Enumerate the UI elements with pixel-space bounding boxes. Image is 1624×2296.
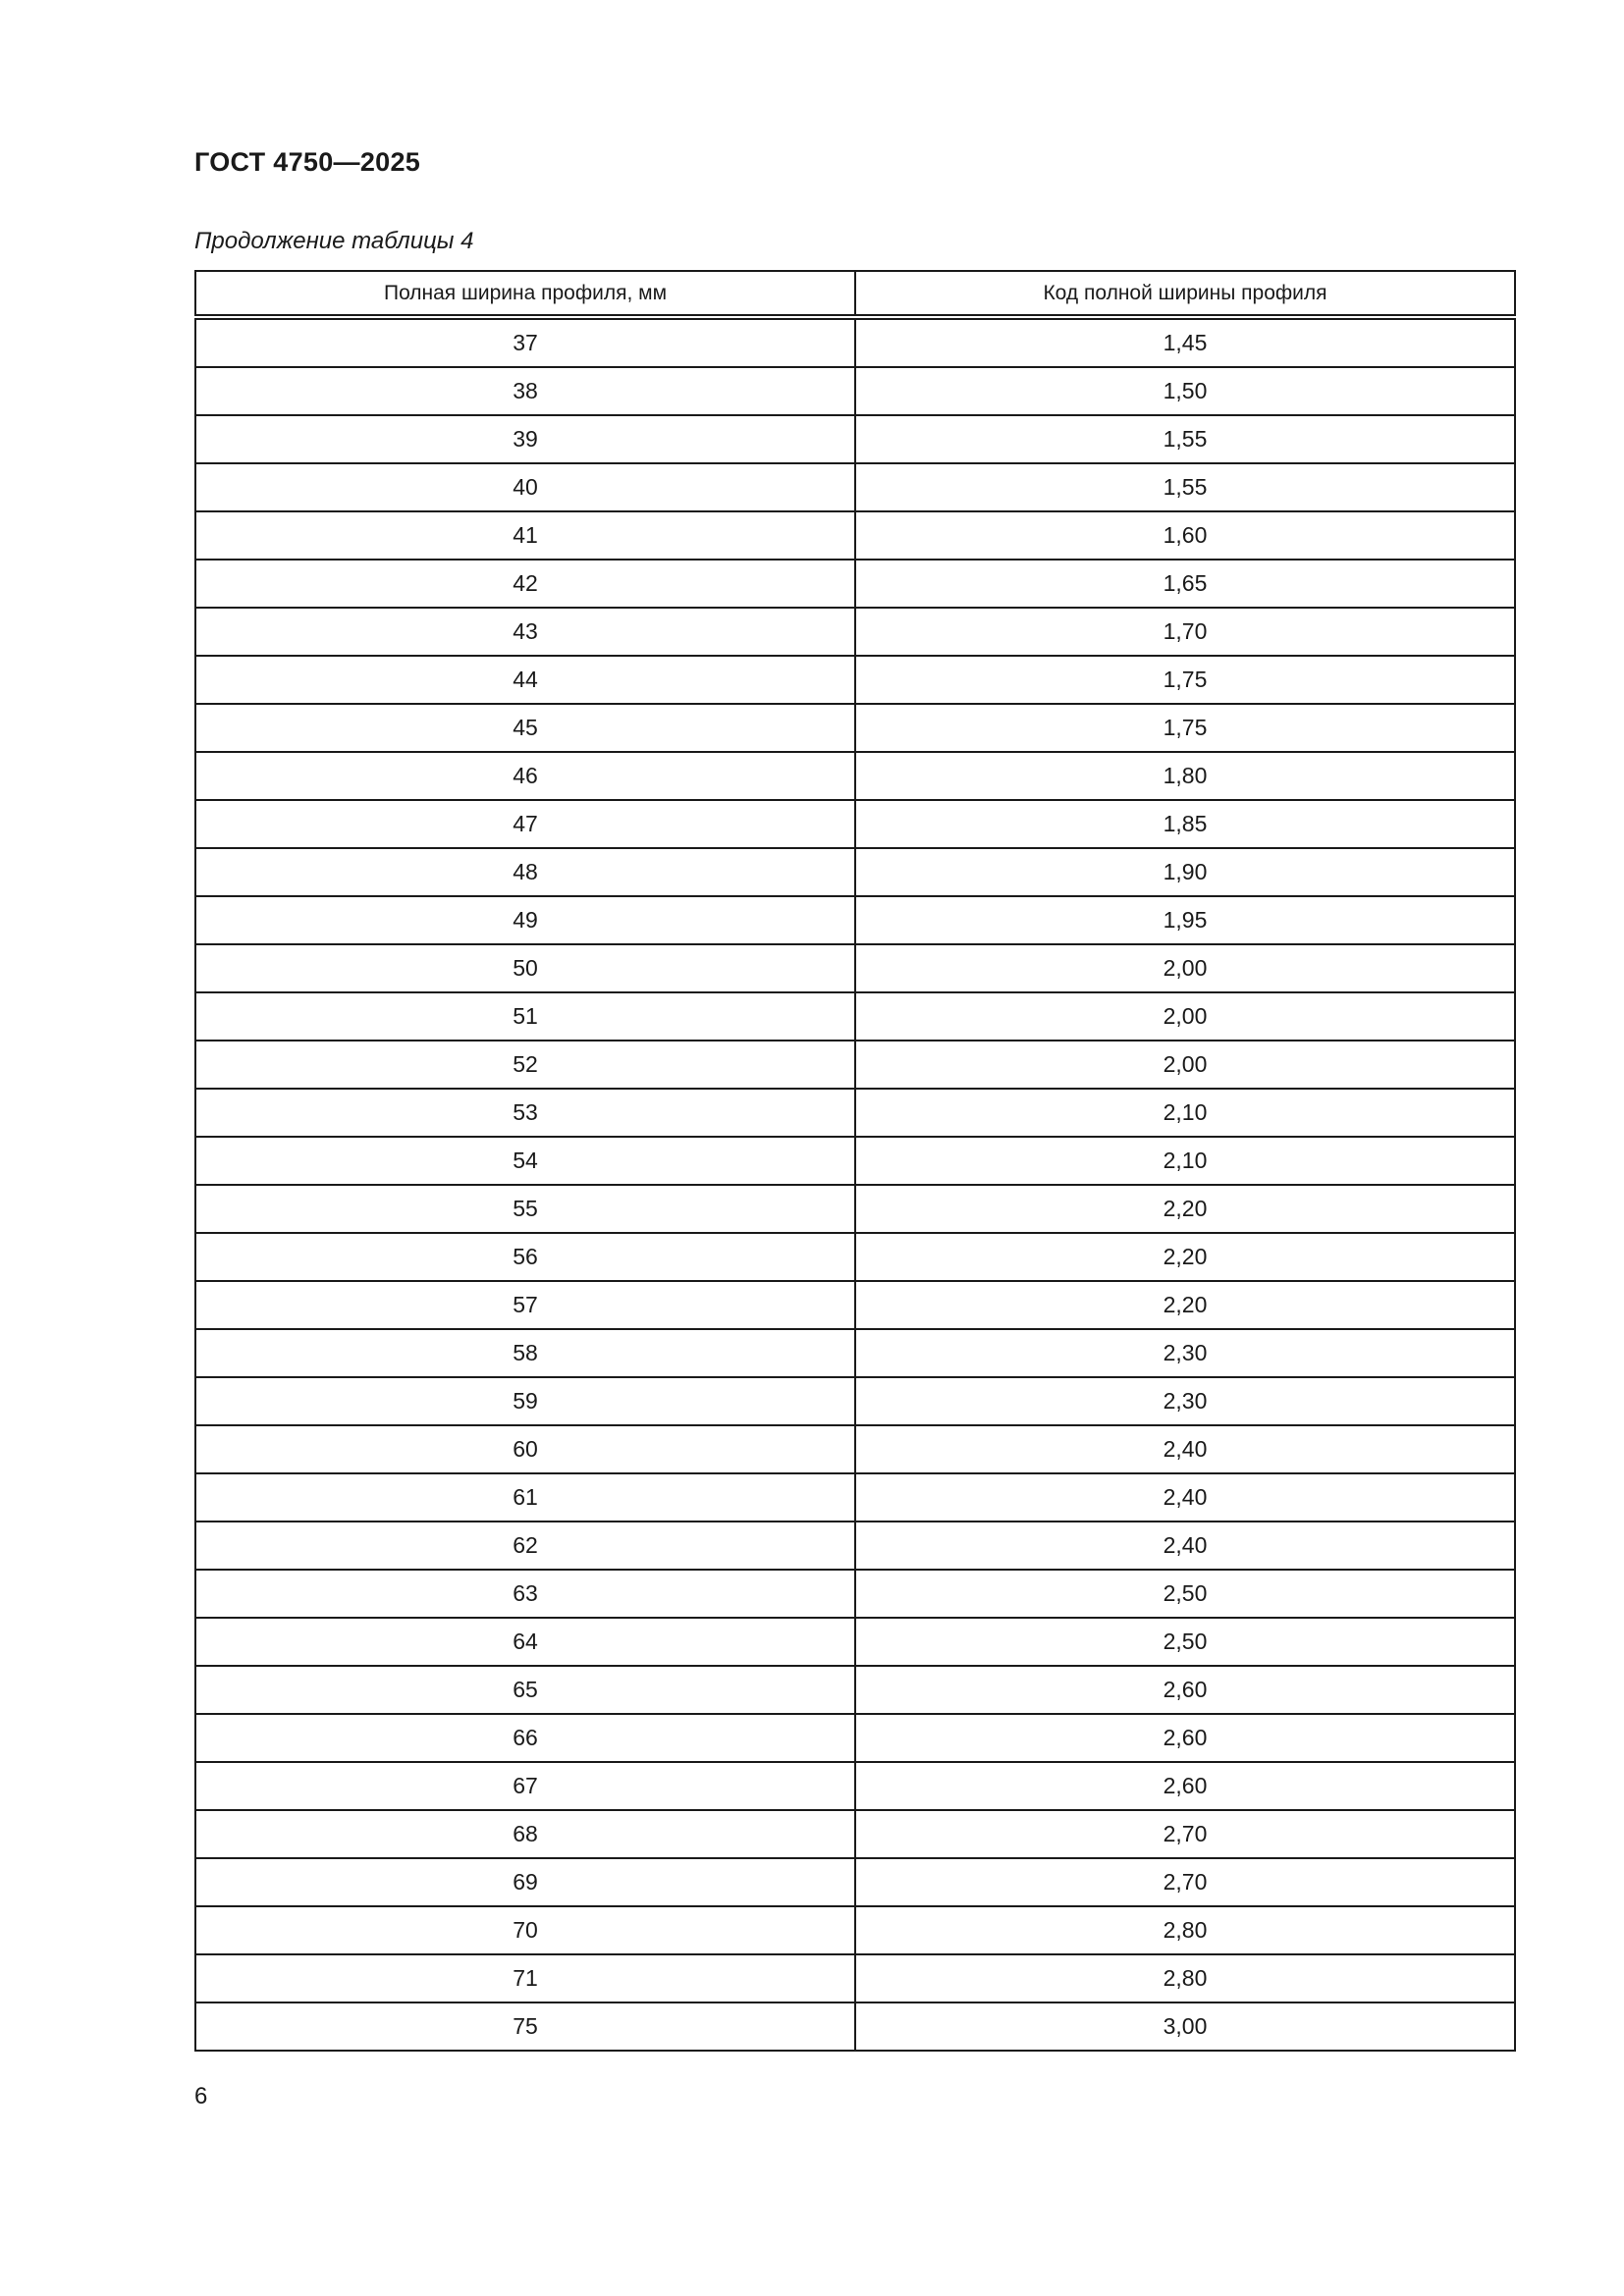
cell-width-code: 1,95 (855, 896, 1515, 944)
table-body (195, 317, 1515, 2051)
cell-profile-width: 42 (195, 560, 855, 608)
cell-width-code: 2,20 (855, 1233, 1515, 1281)
cell-profile-width: 49 (195, 896, 855, 944)
cell-width-code: 2,60 (855, 1666, 1515, 1714)
cell-width-code: 3,00 (855, 2002, 1515, 2051)
table-row (195, 1522, 1515, 1570)
cell-profile-width: 67 (195, 1762, 855, 1810)
column-header-width: Полная ширина профиля, мм (195, 271, 855, 317)
cell-width-code: 2,80 (855, 1954, 1515, 2002)
cell-profile-width: 57 (195, 1281, 855, 1329)
cell-width-code: 1,50 (855, 367, 1515, 415)
cell-width-code: 2,40 (855, 1522, 1515, 1570)
cell-width-code: 2,30 (855, 1377, 1515, 1425)
cell-width-code: 2,00 (855, 944, 1515, 992)
table-row (195, 1954, 1515, 2002)
cell-width-code: 2,30 (855, 1329, 1515, 1377)
table-row (195, 1041, 1515, 1089)
table-row (195, 511, 1515, 560)
cell-profile-width: 70 (195, 1906, 855, 1954)
table-row (195, 752, 1515, 800)
cell-width-code: 2,40 (855, 1473, 1515, 1522)
table-row (195, 848, 1515, 896)
cell-profile-width: 44 (195, 656, 855, 704)
table-row (195, 1762, 1515, 1810)
document-header: ГОСТ 4750—2025 (194, 147, 421, 177)
cell-profile-width: 43 (195, 608, 855, 656)
cell-profile-width: 45 (195, 704, 855, 752)
cell-width-code: 1,65 (855, 560, 1515, 608)
table-row (195, 1906, 1515, 1954)
cell-profile-width: 54 (195, 1137, 855, 1185)
cell-width-code: 1,70 (855, 608, 1515, 656)
table-row (195, 1233, 1515, 1281)
cell-profile-width: 38 (195, 367, 855, 415)
column-header-code: Код полной ширины профиля (855, 271, 1515, 317)
cell-profile-width: 53 (195, 1089, 855, 1137)
cell-width-code: 2,60 (855, 1762, 1515, 1810)
table-row (195, 1377, 1515, 1425)
table-row (195, 1425, 1515, 1473)
cell-width-code: 1,90 (855, 848, 1515, 896)
cell-width-code: 1,55 (855, 415, 1515, 463)
cell-profile-width: 75 (195, 2002, 855, 2051)
cell-profile-width: 68 (195, 1810, 855, 1858)
cell-width-code: 2,00 (855, 1041, 1515, 1089)
table-row (195, 896, 1515, 944)
cell-width-code: 2,80 (855, 1906, 1515, 1954)
cell-profile-width: 62 (195, 1522, 855, 1570)
cell-width-code: 1,55 (855, 463, 1515, 511)
table-row (195, 1618, 1515, 1666)
cell-profile-width: 52 (195, 1041, 855, 1089)
cell-width-code: 1,75 (855, 704, 1515, 752)
cell-width-code: 2,40 (855, 1425, 1515, 1473)
table-row (195, 2002, 1515, 2051)
cell-profile-width: 58 (195, 1329, 855, 1377)
cell-profile-width: 50 (195, 944, 855, 992)
cell-width-code: 2,60 (855, 1714, 1515, 1762)
table-header-row (195, 271, 1515, 317)
cell-width-code: 2,70 (855, 1810, 1515, 1858)
table-row (195, 1329, 1515, 1377)
table-caption: Продолжение таблицы 4 (194, 228, 474, 254)
cell-width-code: 2,50 (855, 1618, 1515, 1666)
table-row (195, 656, 1515, 704)
cell-width-code: 2,10 (855, 1137, 1515, 1185)
table-row (195, 1137, 1515, 1185)
cell-width-code: 2,10 (855, 1089, 1515, 1137)
profile-width-table (194, 270, 1516, 2052)
cell-profile-width: 39 (195, 415, 855, 463)
table-row (195, 367, 1515, 415)
cell-width-code: 2,20 (855, 1281, 1515, 1329)
cell-profile-width: 41 (195, 511, 855, 560)
table-row (195, 800, 1515, 848)
cell-profile-width: 69 (195, 1858, 855, 1906)
cell-profile-width: 37 (195, 317, 855, 367)
table-row (195, 463, 1515, 511)
cell-profile-width: 66 (195, 1714, 855, 1762)
table-row (195, 1858, 1515, 1906)
table-row (195, 1185, 1515, 1233)
cell-width-code: 1,45 (855, 317, 1515, 367)
table-row (195, 317, 1515, 367)
cell-profile-width: 61 (195, 1473, 855, 1522)
table-row (195, 1570, 1515, 1618)
cell-width-code: 2,50 (855, 1570, 1515, 1618)
cell-width-code: 2,70 (855, 1858, 1515, 1906)
table-row (195, 1810, 1515, 1858)
cell-profile-width: 51 (195, 992, 855, 1041)
table-row (195, 1089, 1515, 1137)
cell-profile-width: 64 (195, 1618, 855, 1666)
cell-profile-width: 71 (195, 1954, 855, 2002)
cell-profile-width: 60 (195, 1425, 855, 1473)
cell-profile-width: 65 (195, 1666, 855, 1714)
table-row (195, 1714, 1515, 1762)
cell-width-code: 2,00 (855, 992, 1515, 1041)
cell-width-code: 1,75 (855, 656, 1515, 704)
cell-width-code: 2,20 (855, 1185, 1515, 1233)
page-number: 6 (194, 2083, 208, 2109)
table-row (195, 1473, 1515, 1522)
cell-profile-width: 46 (195, 752, 855, 800)
cell-profile-width: 59 (195, 1377, 855, 1425)
table-row (195, 704, 1515, 752)
cell-profile-width: 47 (195, 800, 855, 848)
cell-profile-width: 40 (195, 463, 855, 511)
cell-width-code: 1,85 (855, 800, 1515, 848)
table-row (195, 944, 1515, 992)
cell-width-code: 1,60 (855, 511, 1515, 560)
table-row (195, 1666, 1515, 1714)
cell-profile-width: 55 (195, 1185, 855, 1233)
table-row (195, 560, 1515, 608)
cell-profile-width: 63 (195, 1570, 855, 1618)
table-row (195, 1281, 1515, 1329)
table-row (195, 608, 1515, 656)
cell-profile-width: 56 (195, 1233, 855, 1281)
cell-width-code: 1,80 (855, 752, 1515, 800)
table-row (195, 992, 1515, 1041)
table-row (195, 415, 1515, 463)
cell-profile-width: 48 (195, 848, 855, 896)
